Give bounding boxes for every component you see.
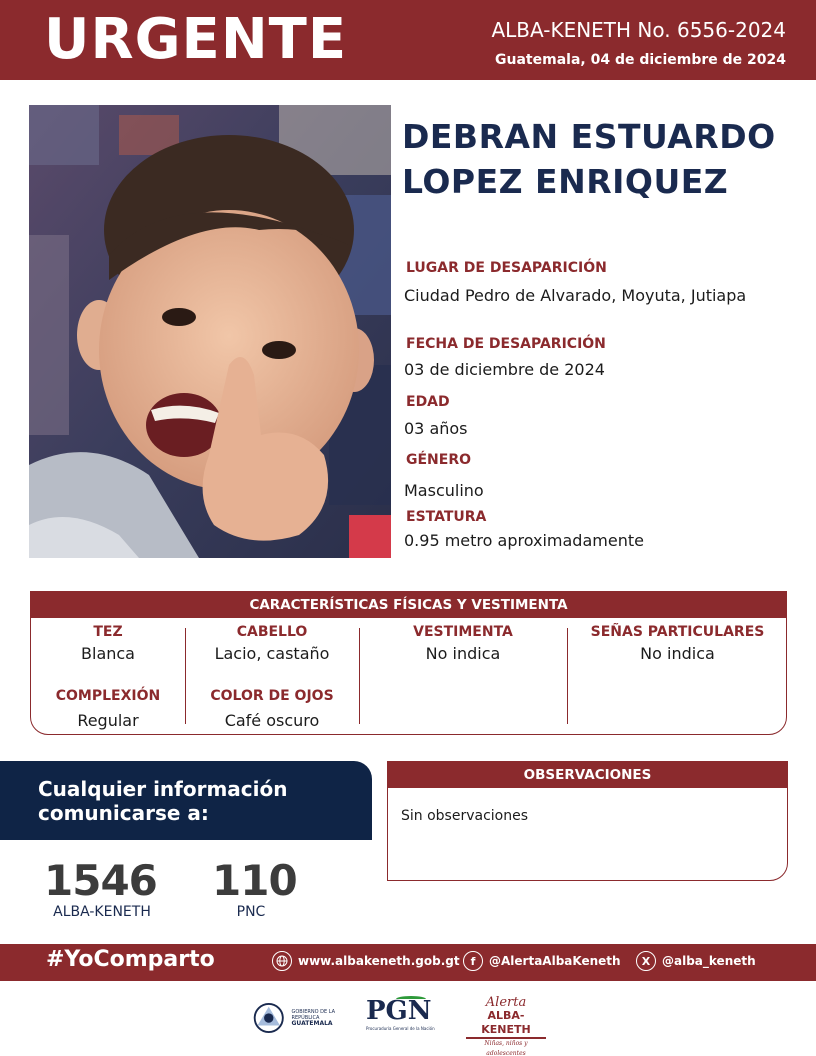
- column-divider: [359, 628, 360, 724]
- facebook-text: @AlertaAlbaKeneth: [489, 954, 621, 968]
- contact-banner: [0, 761, 372, 840]
- alerta-text: Alerta: [485, 995, 527, 1010]
- distinguishing-marks-label: SEÑAS PARTICULARES: [590, 624, 765, 640]
- pgn-logo: [366, 996, 446, 1040]
- facebook-icon: f: [463, 951, 483, 971]
- clothing-label: VESTIMENTA: [413, 624, 513, 640]
- pgn-text: PGN: [366, 996, 432, 1026]
- facebook-link[interactable]: [463, 951, 621, 971]
- gov-line-2: GUATEMALA: [291, 1020, 333, 1027]
- header-bar: [0, 0, 816, 80]
- age-value: 03 años: [404, 419, 468, 438]
- missing-child-photo: [29, 105, 391, 558]
- eye-color-value: Café oscuro: [224, 711, 320, 730]
- characteristics-box: [30, 591, 787, 735]
- alert-number: ALBA-KENETH No. 6556-2024: [491, 18, 786, 42]
- x-link[interactable]: [636, 951, 756, 971]
- disappearance-date-value: 03 de diciembre de 2024: [404, 360, 605, 379]
- name-line-2: LOPEZ ENRIQUEZ: [402, 162, 729, 201]
- distinguishing-marks-value: No indica: [640, 644, 715, 663]
- hair-label: CABELLO: [236, 624, 308, 640]
- eye-color-label: COLOR DE OJOS: [210, 688, 334, 704]
- clothing-value: No indica: [425, 644, 501, 663]
- x-icon: X: [636, 951, 656, 971]
- height-label: ESTATURA: [406, 509, 487, 525]
- alert-date: Guatemala, 04 de diciembre de 2024: [495, 52, 786, 68]
- disappearance-date-label: FECHA DE DESAPARICIÓN: [406, 336, 606, 352]
- contact-text: [38, 777, 288, 825]
- gov-line-1: GOBIERNO DE LA REPÚBLICA: [291, 1009, 336, 1021]
- observations-title: OBSERVACIONES: [388, 762, 787, 788]
- gender-value: Masculino: [404, 481, 484, 500]
- observations-box: [387, 761, 788, 881]
- hashtag: #YoComparto: [46, 947, 215, 972]
- guatemala-government-logo: [250, 996, 360, 1040]
- age-label: EDAD: [406, 394, 450, 410]
- characteristics-title: CARACTERÍSTICAS FÍSICAS Y VESTIMENTA: [31, 592, 786, 618]
- pgn-swoosh: [396, 996, 426, 1002]
- build-label: COMPLEXIÓN: [55, 688, 161, 704]
- build-value: Regular: [77, 711, 139, 730]
- contact-line-2: comunicarse a:: [38, 801, 209, 825]
- gender-label: GÉNERO: [406, 452, 472, 468]
- disappearance-place-value: Ciudad Pedro de Alvarado, Moyuta, Jutiapa: [404, 286, 747, 305]
- disappearance-place-label: LUGAR DE DESAPARICIÓN: [406, 260, 607, 276]
- contact-line-1: Cualquier información: [38, 777, 288, 801]
- name-line-1: DEBRAN ESTUARDO: [402, 117, 776, 156]
- website-link[interactable]: [272, 951, 460, 971]
- alerta-alba-keneth-logo: [466, 995, 546, 1056]
- column-divider: [567, 628, 568, 724]
- phone-label-pnc: PNC: [236, 904, 266, 920]
- globe-icon: [272, 951, 292, 971]
- height-value: 0.95 metro aproximadamente: [404, 531, 644, 550]
- skin-tone-value: Blanca: [81, 644, 135, 663]
- footer-bar: [0, 944, 816, 981]
- x-text: @alba_keneth: [662, 954, 756, 968]
- observations-text: Sin observaciones: [401, 808, 529, 824]
- pgn-subtitle: Procuraduría General de la Nación: [366, 1026, 435, 1031]
- phone-label-alba-keneth: ALBA-KENETH: [53, 904, 151, 920]
- hair-value: Lacio, castaño: [214, 644, 330, 663]
- phone-number-pnc[interactable]: 110: [212, 856, 297, 905]
- alerta-subtitle: Niñas, niños y adolescentes: [484, 1040, 528, 1056]
- person-name: [402, 114, 802, 204]
- phone-number-alba-keneth[interactable]: 1546: [44, 856, 157, 905]
- coat-of-arms-icon: [250, 998, 288, 1038]
- website-text: www.albakeneth.gob.gt: [298, 954, 460, 968]
- alerta-main-text: ALBA-KENETH: [466, 1009, 546, 1039]
- photo-illustration: [29, 105, 391, 558]
- urgent-title: URGENTE: [44, 7, 348, 72]
- skin-tone-label: TEZ: [93, 624, 123, 640]
- column-divider: [185, 628, 186, 724]
